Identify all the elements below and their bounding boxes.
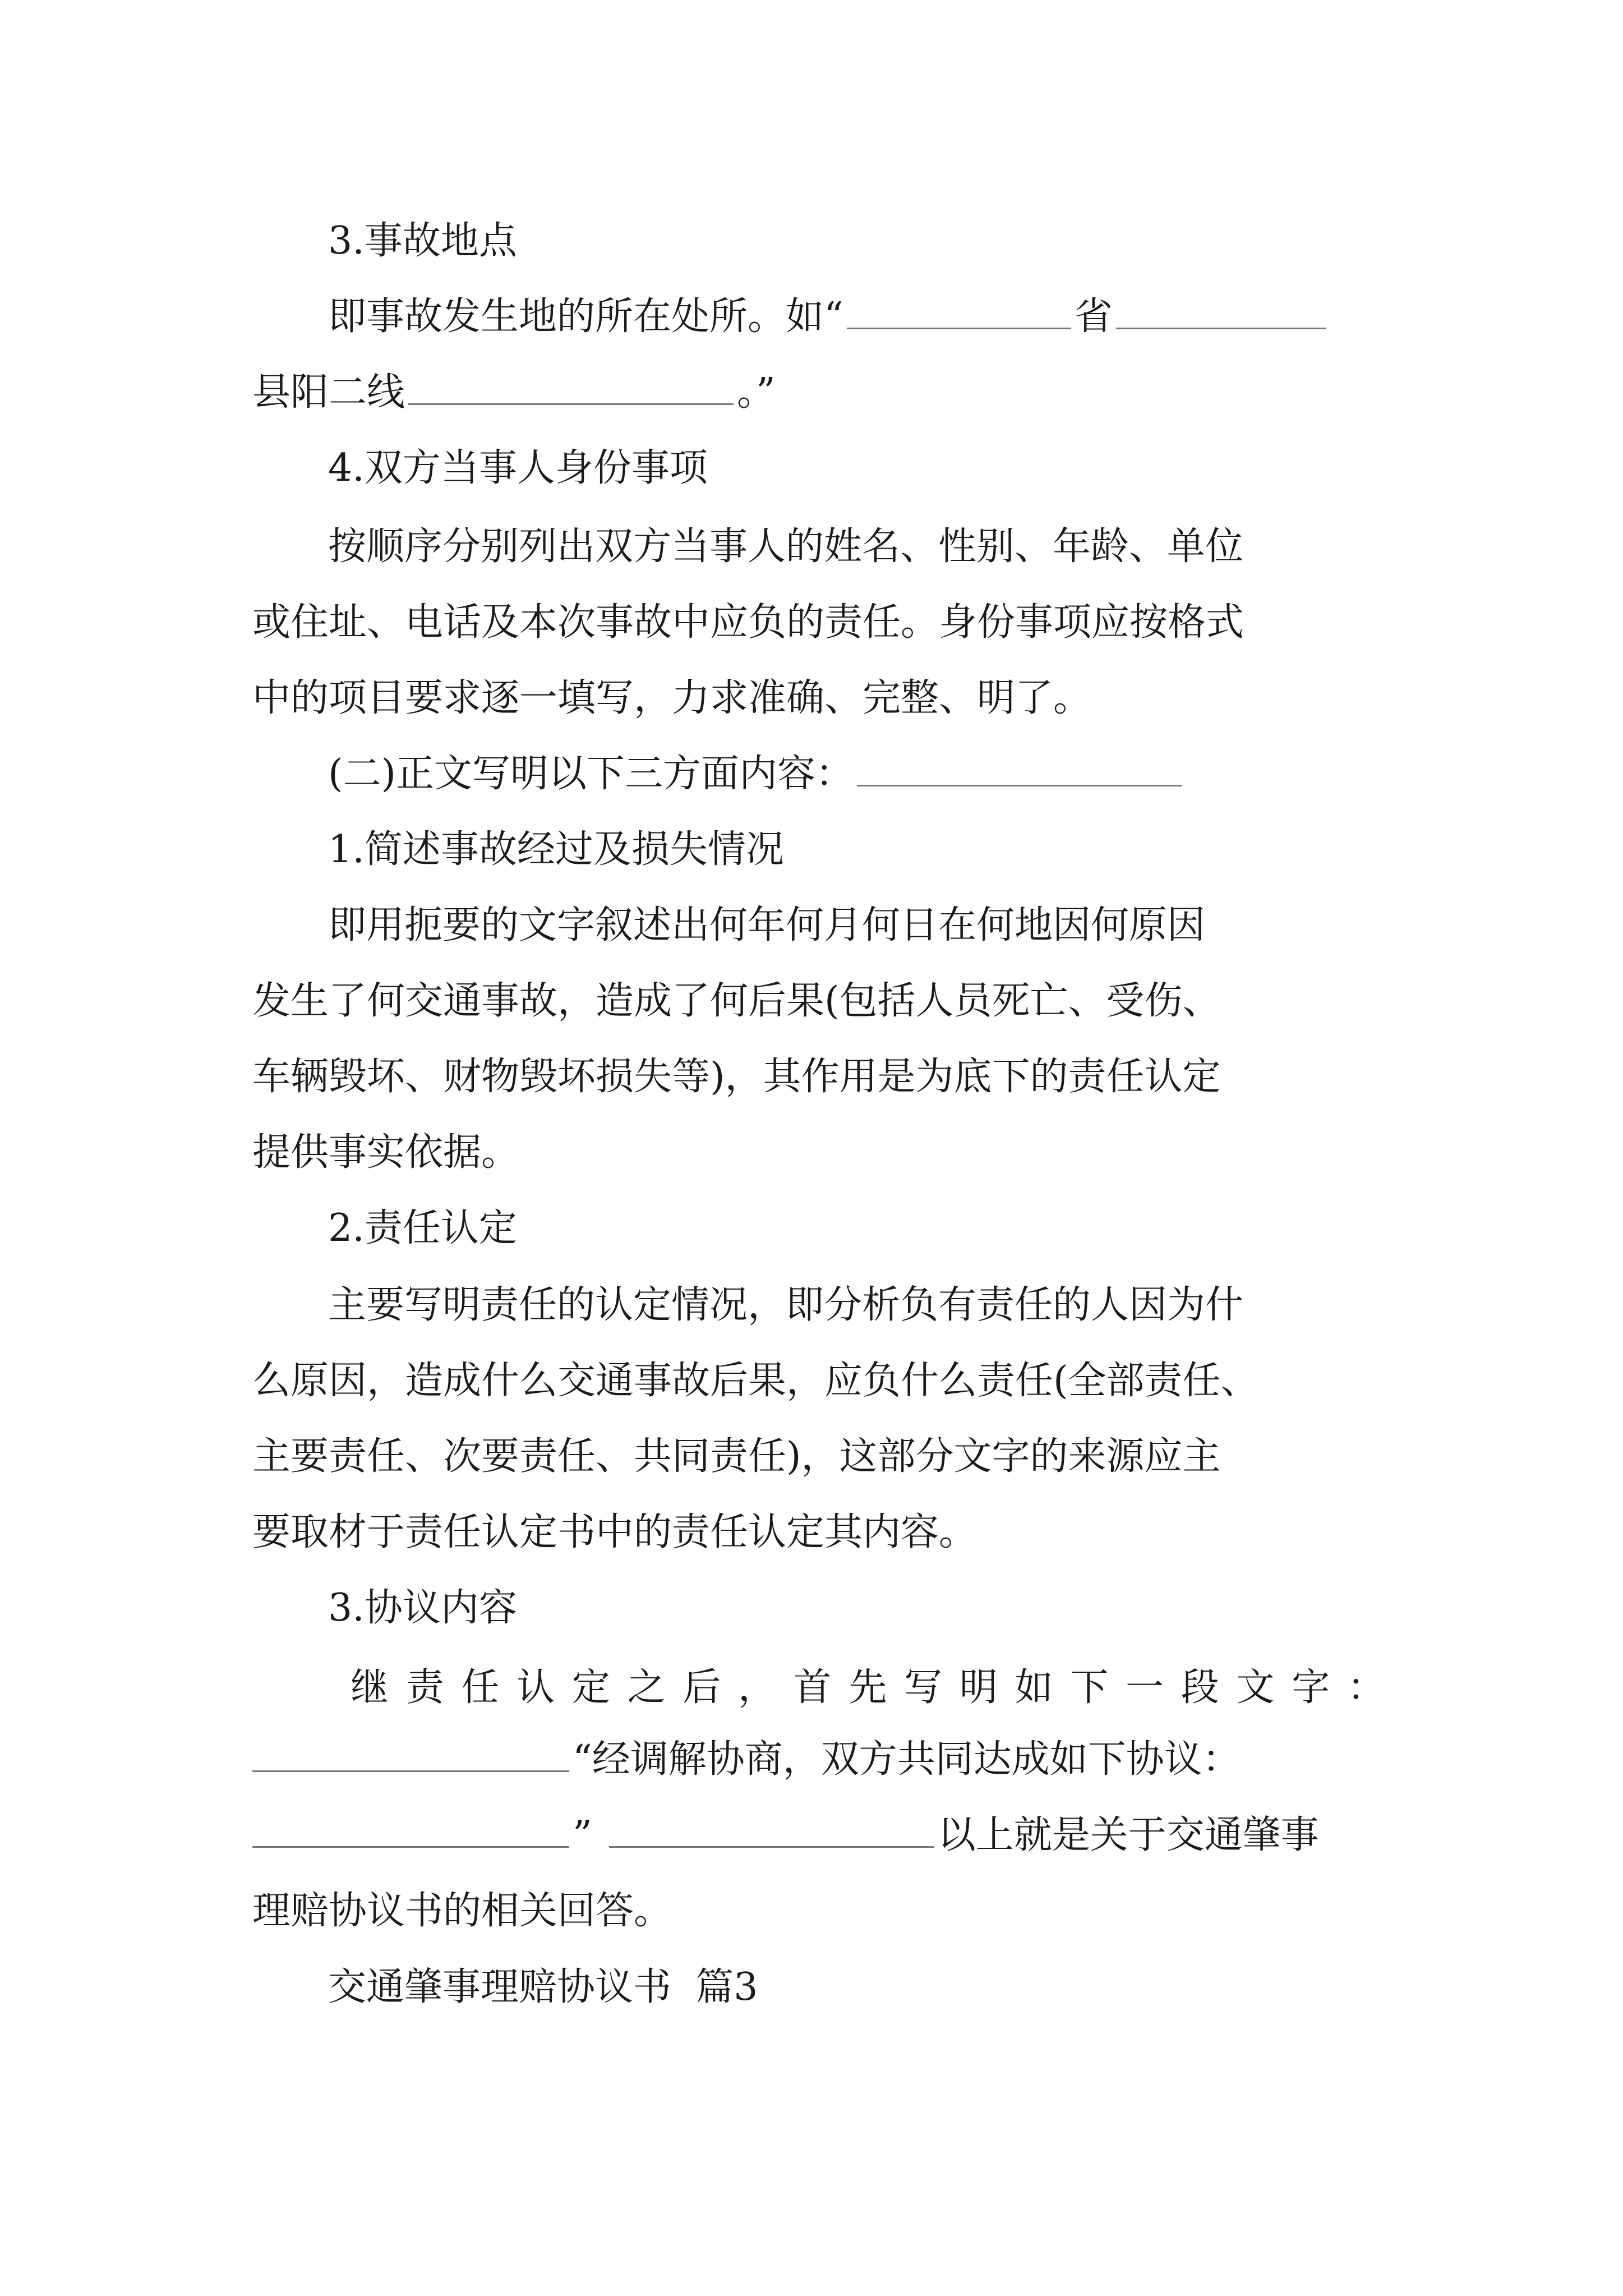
- paragraph-responsibility-line-2: 么原因，造成什么交通事故后果，应负什么责任(全部责任、: [252, 1359, 1259, 1403]
- agreement-char: 任: [461, 1665, 500, 1710]
- paragraph-identity-line-2: 或住址、电话及本次事故中应负的责任。身份事项应按格式: [252, 600, 1244, 645]
- paragraph-location-line-2: [252, 356, 776, 429]
- agreement-blank-1: [252, 1770, 569, 1772]
- agreement-char: 后: [683, 1665, 721, 1710]
- heading-accident-location: 3.事故地点: [328, 219, 517, 263]
- agreement-char: 明: [959, 1665, 998, 1710]
- paragraph-process-line-1: 即用扼要的文字叙述出何年何月何日在何地因何原因: [328, 903, 1206, 947]
- body-heading-text: (二)正文写明以下三方面内容：: [328, 752, 854, 796]
- paragraph-location-line-1: [328, 280, 1330, 353]
- agreement-char: 一: [1126, 1665, 1164, 1710]
- agreement-blank-2: [252, 1846, 569, 1848]
- agreement-char: 首: [793, 1665, 832, 1710]
- paragraph-agreement-line-3: [252, 1799, 1319, 1872]
- heading-body-section: [328, 738, 1186, 811]
- heading-responsibility: 2.责任认定: [328, 1206, 517, 1250]
- agreement-close-quote: ”: [573, 1813, 592, 1857]
- paragraph-agreement-line-2: [252, 1723, 1241, 1796]
- location-text-1: 即事故发生地的所在处所。如“: [328, 295, 843, 339]
- heading-part-3: 交通肇事理赔协议书 篇3: [328, 1965, 758, 2009]
- agreement-char: 段: [1181, 1665, 1219, 1710]
- province-blank: [847, 328, 1071, 329]
- agreement-char: 字: [1292, 1665, 1330, 1710]
- heading-accident-process: 1.简述事故经过及损失情况: [328, 827, 784, 872]
- location-close-quote: 。”: [737, 370, 776, 415]
- agreement-char: 责: [405, 1665, 444, 1710]
- agreement-char: 认: [517, 1665, 555, 1710]
- paragraph-responsibility-line-4: 要取材于责任认定书中的责任认定其内容。: [252, 1510, 978, 1554]
- paragraph-agreement-line-1: [351, 1648, 1385, 1720]
- paragraph-responsibility-line-1: 主要写明责任的认定情况，即分析负有责任的人因为什: [328, 1283, 1244, 1327]
- paragraph-identity-line-3: 中的项目要求逐一填写，力求准确、完整、明了。: [252, 676, 1092, 720]
- county-blank: [1116, 328, 1326, 329]
- paragraph-responsibility-line-3: 主要责任、次要责任、共同责任)，这部分文字的来源应主: [252, 1434, 1221, 1479]
- summary-text: 以上就是关于交通肇事: [937, 1813, 1319, 1857]
- agreement-char: 下: [1070, 1665, 1109, 1710]
- paragraph-agreement-line-4: 理赔协议书的相关回答。: [252, 1889, 672, 1933]
- paragraph-identity-line-1: 按顺序分别列出双方当事人的姓名、性别、年龄、单位: [328, 524, 1244, 569]
- agreement-quote-text: “经调解协商，双方共同达成如下协议：: [573, 1737, 1241, 1782]
- paragraph-process-line-3: 车辆毁坏、财物毁坏损失等)，其作用是为底下的责任认定: [252, 1055, 1221, 1099]
- agreement-char: ：: [1347, 1665, 1385, 1710]
- agreement-char: ，: [738, 1665, 777, 1710]
- county-road-text: 县阳二线: [252, 370, 405, 415]
- agreement-char: 继: [351, 1665, 389, 1710]
- paragraph-process-line-4: 提供事实依据。: [252, 1130, 520, 1175]
- agreement-char: 之: [627, 1665, 666, 1710]
- agreement-char: 文: [1236, 1665, 1275, 1710]
- road-blank: [408, 403, 734, 405]
- agreement-char: 如: [1015, 1665, 1053, 1710]
- province-text: 省: [1074, 295, 1113, 339]
- paragraph-process-line-2: 发生了何交通事故，造成了何后果(包括人员死亡、受伤、: [252, 979, 1221, 1023]
- heading-agreement-content: 3.协议内容: [328, 1586, 517, 1630]
- agreement-char: 写: [904, 1665, 943, 1710]
- agreement-blank-3: [609, 1846, 934, 1848]
- heading-party-identity: 4.双方当事人身份事项: [328, 446, 708, 490]
- agreement-char: 定: [571, 1665, 610, 1710]
- agreement-char: 先: [849, 1665, 887, 1710]
- body-blank: [857, 785, 1182, 786]
